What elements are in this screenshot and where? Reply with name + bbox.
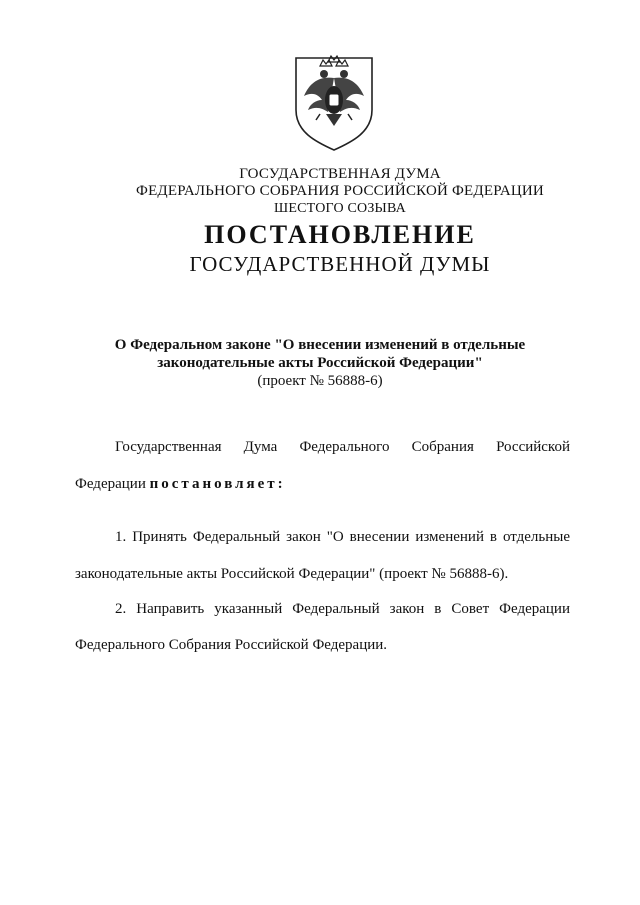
coat-of-arms-icon — [290, 52, 378, 152]
project-number: (проект № 56888-6) — [257, 373, 383, 389]
law-title-line-1: О Федеральном законе "О внесении изменений в отдельные — [114, 337, 526, 353]
header-line-duma: ГОСУДАРСТВЕННАЯ ДУМА — [239, 166, 441, 182]
law-subject — [0, 336, 640, 390]
header-line-assembly: ФЕДЕРАЛЬНОГО СОБРАНИЯ РОССИЙСКОЙ ФЕДЕРАЦИИ — [136, 183, 544, 199]
intro-line-2-start: Федерации — [75, 476, 150, 492]
document-header — [0, 166, 640, 217]
resolves-word: постановляет: — [149, 476, 286, 492]
document-title: ПОСТАНОВЛЕНИЕ — [204, 220, 476, 249]
law-title-line-2: законодательные акты Российской Федерации" — [157, 355, 483, 371]
intro-line-1: Государственная Дума Федерального Собрания Российской — [115, 439, 570, 455]
item-2-line-2: Федерального Собрания Российской Федерации. — [75, 637, 388, 653]
item-1-line-1: 1. Принять Федеральный закон "О внесении изменений в отдельные — [115, 529, 570, 545]
document-subtitle: ГОСУДАРСТВЕННОЙ ДУМЫ — [189, 252, 491, 276]
item-2-line-1: 2. Направить указанный Федеральный закон в Совет Федерации — [115, 601, 570, 617]
intro-line-2 — [75, 476, 570, 493]
header-line-convocation: ШЕСТОГО СОЗЫВА — [274, 201, 406, 216]
item-1-line-2: законодательные акты Российской Федерации" (проект № 56888-6). — [75, 566, 509, 582]
